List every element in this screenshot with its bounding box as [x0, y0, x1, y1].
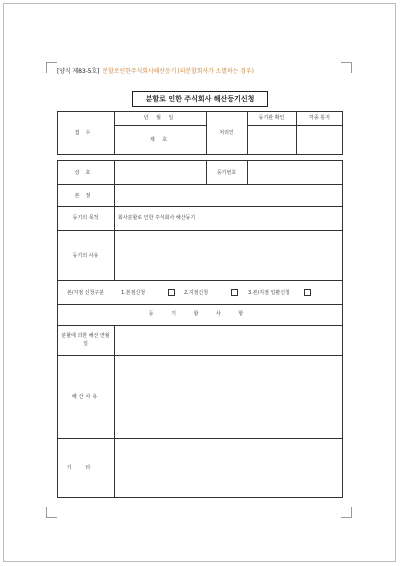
branch-office-checkbox[interactable]	[231, 289, 238, 296]
receipt-number-label: 제 호	[149, 137, 171, 143]
divider	[57, 304, 343, 305]
head-office-field[interactable]	[115, 185, 342, 205]
form-title-link[interactable]: 분할로인한주식회사해산등기	[102, 68, 177, 75]
reg-number-label: 등기번호	[216, 170, 237, 176]
other-field[interactable]	[115, 439, 342, 497]
company-name-label: 상호	[74, 170, 97, 176]
cause-value: 회사분할로 인한 주식회사 해산등기	[118, 215, 196, 221]
divider	[247, 125, 343, 126]
office-type-label: 본/지점 신청구분	[66, 290, 105, 296]
crop-mark	[341, 507, 352, 518]
company-name-field[interactable]	[115, 161, 205, 183]
form-header	[57, 66, 254, 75]
cause-label: 등기의 목적	[72, 215, 99, 221]
dissolution-matters-label: 해산사유	[71, 394, 100, 400]
crop-mark	[341, 62, 352, 73]
option-batch: 3.본/지점 일괄신청	[248, 290, 290, 296]
other-label: 기타	[66, 465, 105, 471]
reg-number-field[interactable]	[248, 161, 342, 183]
form-number: [양식 제83-5호]	[57, 68, 100, 75]
dissolution-date-field[interactable]	[115, 326, 342, 354]
document-title: 분할로 인한 주식회사 해산등기신청	[132, 91, 268, 107]
registration-matters-header: 등 기 할 사 항	[148, 311, 252, 317]
head-office-label: 본점	[74, 193, 97, 199]
head-office-checkbox[interactable]	[168, 289, 175, 296]
matters-field[interactable]	[115, 231, 342, 279]
crop-mark	[46, 62, 57, 73]
batch-checkbox[interactable]	[304, 289, 311, 296]
notice-label: 각종 통지	[309, 115, 330, 121]
registrar-check-label: 등기관 확인	[258, 115, 285, 121]
divider	[57, 206, 343, 207]
matters-label: 등기의 사유	[72, 253, 99, 259]
form-note: (피분할회사가 소멸하는 경우)	[177, 68, 254, 75]
option-branch-office: 2.지점신청	[184, 290, 209, 296]
divider	[57, 280, 343, 281]
crop-mark	[46, 507, 57, 518]
divider	[114, 125, 206, 126]
handler-label: 처리인	[219, 130, 234, 136]
option-head-office: 1.본점신청	[121, 290, 146, 296]
dissolution-matters-field[interactable]	[115, 356, 342, 437]
receipt-date-label: 년 월 일	[143, 115, 177, 121]
receipt-label: 접수	[74, 130, 97, 136]
dissolution-date-label: 분할에 의한 해산 연월일	[61, 333, 110, 347]
